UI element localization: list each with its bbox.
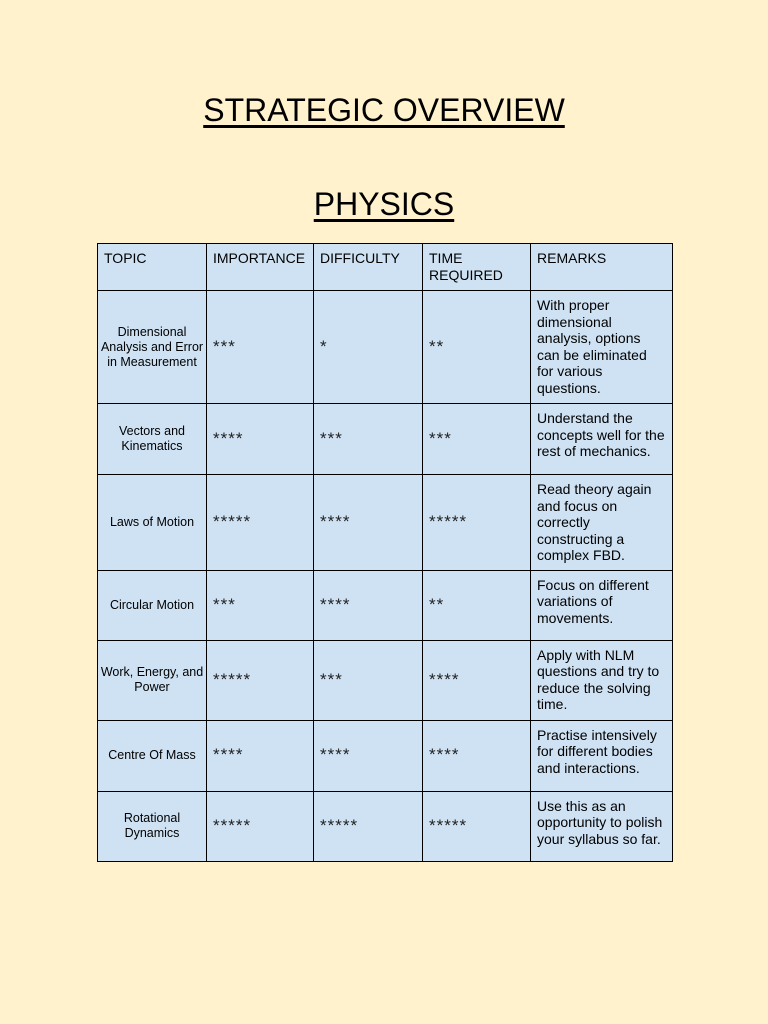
time-rating: ** xyxy=(423,570,531,640)
topic-cell: Work, Energy, and Power xyxy=(98,640,207,720)
topic-cell: Rotational Dynamics xyxy=(98,791,207,861)
difficulty-rating: *** xyxy=(314,404,423,475)
time-rating: **** xyxy=(423,640,531,720)
table-row xyxy=(98,404,673,475)
header-difficulty: DIFFICULTY xyxy=(314,244,423,291)
topic-cell: Dimensional Analysis and Error in Measurement xyxy=(98,291,207,404)
remarks-cell: Focus on different variations of movements. xyxy=(531,570,673,640)
header-time-required: TIME REQUIRED xyxy=(423,244,531,291)
table-row xyxy=(98,791,673,861)
table-row xyxy=(98,291,673,404)
difficulty-rating: ***** xyxy=(314,791,423,861)
topic-cell: Laws of Motion xyxy=(98,475,207,571)
time-rating: ***** xyxy=(423,475,531,571)
header-topic: TOPIC xyxy=(98,244,207,291)
difficulty-rating: **** xyxy=(314,570,423,640)
time-rating: *** xyxy=(423,404,531,475)
topic-cell: Circular Motion xyxy=(98,570,207,640)
difficulty-rating: * xyxy=(314,291,423,404)
importance-rating: **** xyxy=(207,404,314,475)
time-rating: ***** xyxy=(423,791,531,861)
strategy-table xyxy=(97,243,673,862)
table-row xyxy=(98,570,673,640)
table-row xyxy=(98,720,673,791)
importance-rating: ***** xyxy=(207,791,314,861)
time-rating: **** xyxy=(423,720,531,791)
topic-cell: Centre Of Mass xyxy=(98,720,207,791)
remarks-cell: Practise intensively for different bodies and interactions. xyxy=(531,720,673,791)
difficulty-rating: **** xyxy=(314,475,423,571)
remarks-cell: Read theory again and focus on correctly constructing a complex FBD. xyxy=(531,475,673,571)
header-remarks: REMARKS xyxy=(531,244,673,291)
remarks-cell: Understand the concepts well for the rest of mechanics. xyxy=(531,404,673,475)
time-rating: ** xyxy=(423,291,531,404)
remarks-cell: With proper dimensional analysis, options can be eliminated for various questions. xyxy=(531,291,673,404)
subject-title: PHYSICS xyxy=(313,186,455,222)
header-importance: IMPORTANCE xyxy=(207,244,314,291)
importance-rating: ***** xyxy=(207,640,314,720)
table-row xyxy=(98,640,673,720)
importance-rating: **** xyxy=(207,720,314,791)
remarks-cell: Use this as an opportunity to polish your syllabus so far. xyxy=(531,791,673,861)
table-row xyxy=(98,475,673,571)
table-header-row xyxy=(98,244,673,291)
difficulty-rating: **** xyxy=(314,720,423,791)
remarks-cell: Apply with NLM questions and try to reduce the solving time. xyxy=(531,640,673,720)
importance-rating: *** xyxy=(207,291,314,404)
page-title: STRATEGIC OVERVIEW xyxy=(203,92,565,128)
importance-rating: ***** xyxy=(207,475,314,571)
importance-rating: *** xyxy=(207,570,314,640)
difficulty-rating: *** xyxy=(314,640,423,720)
topic-cell: Vectors and Kinematics xyxy=(98,404,207,475)
